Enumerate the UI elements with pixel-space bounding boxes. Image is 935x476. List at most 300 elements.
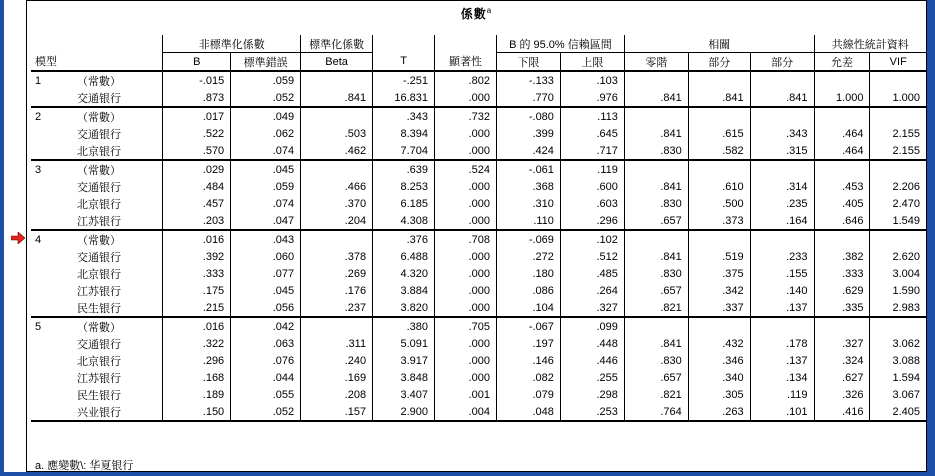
cell-b: .029 — [163, 160, 231, 178]
cell-beta: .240 — [301, 352, 373, 369]
cell-partial: .337 — [688, 299, 750, 317]
header-partial: 部分 — [688, 53, 750, 72]
cell-sig: .732 — [435, 107, 497, 125]
predictor-name: （常數） — [73, 317, 163, 335]
predictor-name: 北京银行 — [76, 145, 121, 158]
cell-zero: .830 — [624, 195, 688, 212]
cell-part: .134 — [750, 369, 814, 386]
table-title: 係數$^a$ — [460, 6, 493, 21]
model-number — [31, 265, 73, 282]
cell-t: 4.320 — [373, 265, 435, 282]
cell-vif: 2.405 — [870, 403, 926, 421]
cell-zero: .830 — [624, 265, 688, 282]
cell-partial: .610 — [688, 178, 750, 195]
cell-lo: .110 — [496, 212, 560, 230]
cell-vif: 3.067 — [870, 386, 926, 403]
table-row — [31, 89, 926, 107]
cell-beta: .378 — [301, 248, 373, 265]
predictor-name: 民生银行 — [76, 302, 121, 315]
cell-beta: .204 — [301, 212, 373, 230]
cell-partial: .346 — [688, 352, 750, 369]
cell-beta: .237 — [301, 299, 373, 317]
cell-part: .841 — [750, 89, 814, 107]
cell-sig: .000 — [435, 142, 497, 160]
model-number — [31, 89, 73, 107]
cell-b: -.015 — [163, 71, 231, 89]
cell-partial: .305 — [688, 386, 750, 403]
cell-se: .076 — [231, 352, 301, 369]
cell-lo: .086 — [496, 282, 560, 299]
right-window-scrollbar[interactable] — [927, 0, 935, 476]
cell-b: .333 — [163, 265, 231, 282]
header-t: T — [373, 53, 435, 72]
coefficients-table — [31, 35, 926, 422]
cell-t: 8.253 — [373, 178, 435, 195]
cell-hi: .448 — [560, 335, 624, 352]
cell-hi: .255 — [560, 369, 624, 386]
cell-beta — [301, 160, 373, 178]
cell-sig: .000 — [435, 299, 497, 317]
cell-se: .059 — [231, 71, 301, 89]
cell-sig: .705 — [435, 317, 497, 335]
cell-part: .178 — [750, 335, 814, 352]
cell-b: .873 — [163, 89, 231, 107]
cell-partial: .841 — [688, 89, 750, 107]
cell-lo: .399 — [496, 125, 560, 142]
cell-se: .045 — [231, 282, 301, 299]
cell-tol: .453 — [814, 178, 870, 195]
cell-zero: .841 — [624, 89, 688, 107]
cell-tol: .627 — [814, 369, 870, 386]
cell-se: .062 — [231, 125, 301, 142]
cell-tol: .464 — [814, 125, 870, 142]
cell-part: .119 — [750, 386, 814, 403]
model-number — [31, 248, 73, 265]
cell-se: .059 — [231, 178, 301, 195]
table-row — [31, 71, 926, 89]
cell-lo: .079 — [496, 386, 560, 403]
table-body — [31, 71, 926, 421]
cell-partial — [688, 230, 750, 248]
cell-partial — [688, 107, 750, 125]
cell-b: .203 — [163, 212, 231, 230]
cell-b: .016 — [163, 317, 231, 335]
predictor-name: 民生银行 — [76, 389, 121, 402]
model-number — [31, 125, 73, 142]
cell-sig: .001 — [435, 386, 497, 403]
cell-vif — [870, 230, 926, 248]
cell-sig: .004 — [435, 403, 497, 421]
cell-sig: .000 — [435, 212, 497, 230]
cell-beta: .208 — [301, 386, 373, 403]
predictor-name: 北京银行 — [76, 198, 121, 211]
cell-b: .322 — [163, 335, 231, 352]
cell-tol: .464 — [814, 142, 870, 160]
cell-part: .343 — [750, 125, 814, 142]
cell-partial: .582 — [688, 142, 750, 160]
header-part: 部分 — [750, 53, 814, 72]
cell-zero — [624, 71, 688, 89]
cell-lo: .104 — [496, 299, 560, 317]
header-correlations: 相關 — [624, 35, 814, 53]
bottom-window-border — [0, 472, 935, 476]
cell-tol — [814, 71, 870, 89]
model-number: 4 — [31, 230, 73, 248]
header-std-error: 標準錯誤 — [231, 53, 301, 72]
cell-sig: .000 — [435, 352, 497, 369]
cell-zero: .821 — [624, 299, 688, 317]
cell-tol — [814, 160, 870, 178]
cell-tol: .416 — [814, 403, 870, 421]
cell-part: .164 — [750, 212, 814, 230]
header-b: B — [163, 53, 231, 72]
predictor-name: 北京银行 — [76, 268, 121, 281]
cell-vif — [870, 317, 926, 335]
cell-vif: 1.549 — [870, 212, 926, 230]
cell-beta: .311 — [301, 335, 373, 352]
table-row — [31, 125, 926, 142]
cell-partial: .342 — [688, 282, 750, 299]
cell-sig: .000 — [435, 125, 497, 142]
cell-tol — [814, 317, 870, 335]
cell-tol: .326 — [814, 386, 870, 403]
cell-sig: .000 — [435, 369, 497, 386]
cell-t: 3.884 — [373, 282, 435, 299]
model-number — [31, 212, 73, 230]
cell-partial: .500 — [688, 195, 750, 212]
cell-t: 6.185 — [373, 195, 435, 212]
table-row — [31, 248, 926, 265]
cell-t: 16.831 — [373, 89, 435, 107]
predictor-name: 交通银行 — [76, 128, 121, 141]
header-blank — [373, 35, 435, 53]
cell-tol — [814, 230, 870, 248]
cell-hi: .113 — [560, 107, 624, 125]
cell-beta: .157 — [301, 403, 373, 421]
cell-beta: .462 — [301, 142, 373, 160]
cell-sig: .802 — [435, 71, 497, 89]
cell-t: 8.394 — [373, 125, 435, 142]
left-window-border — [0, 0, 4, 476]
table-row — [31, 212, 926, 230]
cell-zero: .821 — [624, 386, 688, 403]
header-blank — [73, 35, 163, 53]
cell-zero: .841 — [624, 125, 688, 142]
model-number: 5 — [31, 317, 73, 335]
cell-hi: .298 — [560, 386, 624, 403]
predictor-name: （常數） — [73, 107, 163, 125]
model-number — [31, 386, 73, 403]
cell-partial — [688, 317, 750, 335]
model-number — [31, 282, 73, 299]
predictor-name: 交通银行 — [76, 92, 121, 105]
cell-zero: .830 — [624, 352, 688, 369]
cell-partial — [688, 71, 750, 89]
cell-partial: .519 — [688, 248, 750, 265]
cell-lo: .048 — [496, 403, 560, 421]
table-row — [31, 317, 926, 335]
cell-partial: .375 — [688, 265, 750, 282]
table-row — [31, 369, 926, 386]
cell-b: .175 — [163, 282, 231, 299]
cell-lo: .146 — [496, 352, 560, 369]
cell-part: .314 — [750, 178, 814, 195]
table-row — [31, 107, 926, 125]
table-row — [31, 386, 926, 403]
cell-se: .049 — [231, 107, 301, 125]
cell-se: .052 — [231, 89, 301, 107]
cell-se: .043 — [231, 230, 301, 248]
predictor-name: 北京银行 — [76, 355, 121, 368]
cell-se: .055 — [231, 386, 301, 403]
cell-zero: .841 — [624, 335, 688, 352]
cell-hi: .976 — [560, 89, 624, 107]
cell-hi: .603 — [560, 195, 624, 212]
cell-zero — [624, 160, 688, 178]
cell-zero: .657 — [624, 212, 688, 230]
cell-tol: .405 — [814, 195, 870, 212]
cell-se: .047 — [231, 212, 301, 230]
cell-beta: .370 — [301, 195, 373, 212]
model-number — [31, 369, 73, 386]
header-tolerance: 允差 — [814, 53, 870, 72]
cell-partial — [688, 160, 750, 178]
cell-beta — [301, 230, 373, 248]
model-number: 3 — [31, 160, 73, 178]
cell-t: 3.820 — [373, 299, 435, 317]
cell-hi: .446 — [560, 352, 624, 369]
cell-part: .315 — [750, 142, 814, 160]
cell-vif: 1.594 — [870, 369, 926, 386]
cell-zero: .830 — [624, 142, 688, 160]
cell-sig: .000 — [435, 195, 497, 212]
cell-zero — [624, 230, 688, 248]
table-row — [31, 195, 926, 212]
cell-vif: 1.000 — [870, 89, 926, 107]
cell-hi: .264 — [560, 282, 624, 299]
table-row — [31, 178, 926, 195]
cell-part: .233 — [750, 248, 814, 265]
cell-part: .137 — [750, 352, 814, 369]
cell-part: .137 — [750, 299, 814, 317]
cell-se: .044 — [231, 369, 301, 386]
cell-lo: .197 — [496, 335, 560, 352]
cell-lo: .424 — [496, 142, 560, 160]
cell-vif — [870, 107, 926, 125]
cell-t: .639 — [373, 160, 435, 178]
cell-sig: .000 — [435, 248, 497, 265]
cell-vif — [870, 160, 926, 178]
cell-lo: .082 — [496, 369, 560, 386]
cell-partial: .432 — [688, 335, 750, 352]
cell-b: .484 — [163, 178, 231, 195]
predictor-name: （常數） — [73, 230, 163, 248]
header-vif: VIF — [870, 53, 926, 72]
cell-beta: .841 — [301, 89, 373, 107]
cell-t: 4.308 — [373, 212, 435, 230]
cell-hi: .296 — [560, 212, 624, 230]
table-row — [31, 282, 926, 299]
cell-lo: -.069 — [496, 230, 560, 248]
cell-zero: .657 — [624, 369, 688, 386]
cell-sig: .000 — [435, 265, 497, 282]
cell-b: .189 — [163, 386, 231, 403]
cell-tol — [814, 107, 870, 125]
cell-zero — [624, 107, 688, 125]
cell-vif: 3.062 — [870, 335, 926, 352]
cell-part: .155 — [750, 265, 814, 282]
cell-hi: .103 — [560, 71, 624, 89]
cell-part — [750, 71, 814, 89]
cell-se: .052 — [231, 403, 301, 421]
cell-b: .522 — [163, 125, 231, 142]
cell-lo: -.061 — [496, 160, 560, 178]
cell-beta — [301, 107, 373, 125]
model-number — [31, 195, 73, 212]
model-number: 1 — [35, 74, 42, 87]
cell-vif: 3.004 — [870, 265, 926, 282]
cell-zero: .764 — [624, 403, 688, 421]
cell-part — [750, 230, 814, 248]
cell-zero: .841 — [624, 178, 688, 195]
table-row — [31, 265, 926, 282]
cell-vif: 2.620 — [870, 248, 926, 265]
cell-tol: .333 — [814, 265, 870, 282]
header-collinearity: 共線性統計資料 — [814, 35, 926, 53]
cell-hi: .099 — [560, 317, 624, 335]
cell-beta: .269 — [301, 265, 373, 282]
cell-vif: 2.155 — [870, 125, 926, 142]
cell-beta: .176 — [301, 282, 373, 299]
cell-hi: .717 — [560, 142, 624, 160]
cell-vif: 3.088 — [870, 352, 926, 369]
cell-beta — [301, 71, 373, 89]
header-zero-order: 零階 — [624, 53, 688, 72]
cell-b: .150 — [163, 403, 231, 421]
cell-lo: .368 — [496, 178, 560, 195]
cell-t: 3.848 — [373, 369, 435, 386]
cell-vif: 2.470 — [870, 195, 926, 212]
cell-t: .343 — [373, 107, 435, 125]
cell-lo: .180 — [496, 265, 560, 282]
footnote: a. 應變數\: 华夏银行 — [35, 460, 134, 472]
header-sig: 顯著性 — [435, 53, 497, 72]
cell-b: .215 — [163, 299, 231, 317]
cell-vif: 2.983 — [870, 299, 926, 317]
cell-se: .045 — [231, 160, 301, 178]
cell-se: .077 — [231, 265, 301, 282]
predictor-name: （常數） — [73, 160, 163, 178]
cell-vif: 2.206 — [870, 178, 926, 195]
cell-se: .042 — [231, 317, 301, 335]
cell-sig: .000 — [435, 335, 497, 352]
header-beta: Beta — [301, 53, 373, 72]
cell-zero — [624, 317, 688, 335]
cell-sig: .000 — [435, 178, 497, 195]
header-model: 模型 — [31, 53, 73, 72]
predictor-name: 兴业银行 — [73, 403, 163, 421]
cell-hi: .645 — [560, 125, 624, 142]
cell-tol: .324 — [814, 352, 870, 369]
cell-b: .570 — [163, 142, 231, 160]
cell-hi: .102 — [560, 230, 624, 248]
table-row — [31, 142, 926, 160]
header-blank — [73, 53, 163, 72]
predictor-name: 江苏银行 — [76, 215, 121, 228]
header-unstandardized: 非標準化係數 — [163, 35, 301, 53]
cell-sig: .000 — [435, 89, 497, 107]
table-row — [31, 230, 926, 248]
coefficients-pivot-table[interactable] — [26, 0, 927, 472]
cell-b: .168 — [163, 369, 231, 386]
cell-tol: .629 — [814, 282, 870, 299]
cell-lo: .272 — [496, 248, 560, 265]
model-number: 2 — [31, 107, 73, 125]
model-number — [31, 299, 73, 317]
cell-zero: .657 — [624, 282, 688, 299]
cell-part — [750, 317, 814, 335]
cell-sig: .524 — [435, 160, 497, 178]
cell-t: -.251 — [373, 71, 435, 89]
cell-se: .060 — [231, 248, 301, 265]
predictor-name: 交通银行 — [76, 251, 121, 264]
cell-beta: .466 — [301, 178, 373, 195]
table-row — [31, 403, 926, 421]
cell-part — [750, 160, 814, 178]
cell-hi: .485 — [560, 265, 624, 282]
cell-t: 3.407 — [373, 386, 435, 403]
cell-t: 6.488 — [373, 248, 435, 265]
model-number — [31, 142, 73, 160]
red-right-arrow-icon — [11, 232, 25, 244]
cell-tol: .327 — [814, 335, 870, 352]
table-row — [31, 335, 926, 352]
cell-b: .392 — [163, 248, 231, 265]
cell-t: .376 — [373, 230, 435, 248]
model-number — [31, 352, 73, 369]
cell-se: .056 — [231, 299, 301, 317]
cell-part: .101 — [750, 403, 814, 421]
cell-b: .017 — [163, 107, 231, 125]
header-blank — [31, 35, 73, 53]
table-row — [31, 299, 926, 317]
cell-tol: .382 — [814, 248, 870, 265]
cell-beta — [301, 317, 373, 335]
predictor-name: （常數） — [76, 75, 121, 88]
header-lower: 下限 — [496, 53, 560, 72]
cell-vif — [870, 71, 926, 89]
cell-se: .074 — [231, 195, 301, 212]
header-blank — [435, 35, 497, 53]
cell-hi: .119 — [560, 160, 624, 178]
cell-sig: .708 — [435, 230, 497, 248]
cell-partial: .615 — [688, 125, 750, 142]
cell-t: 3.917 — [373, 352, 435, 369]
cell-t: 5.091 — [373, 335, 435, 352]
cell-lo: .770 — [496, 89, 560, 107]
model-number — [31, 335, 73, 352]
cell-part: .235 — [750, 195, 814, 212]
table-row — [31, 160, 926, 178]
cell-se: .063 — [231, 335, 301, 352]
cell-b: .016 — [163, 230, 231, 248]
cell-tol: .335 — [814, 299, 870, 317]
cell-part: .140 — [750, 282, 814, 299]
cell-hi: .327 — [560, 299, 624, 317]
cell-tol: .646 — [814, 212, 870, 230]
predictor-name: 江苏银行 — [76, 372, 121, 385]
cell-b: .296 — [163, 352, 231, 369]
